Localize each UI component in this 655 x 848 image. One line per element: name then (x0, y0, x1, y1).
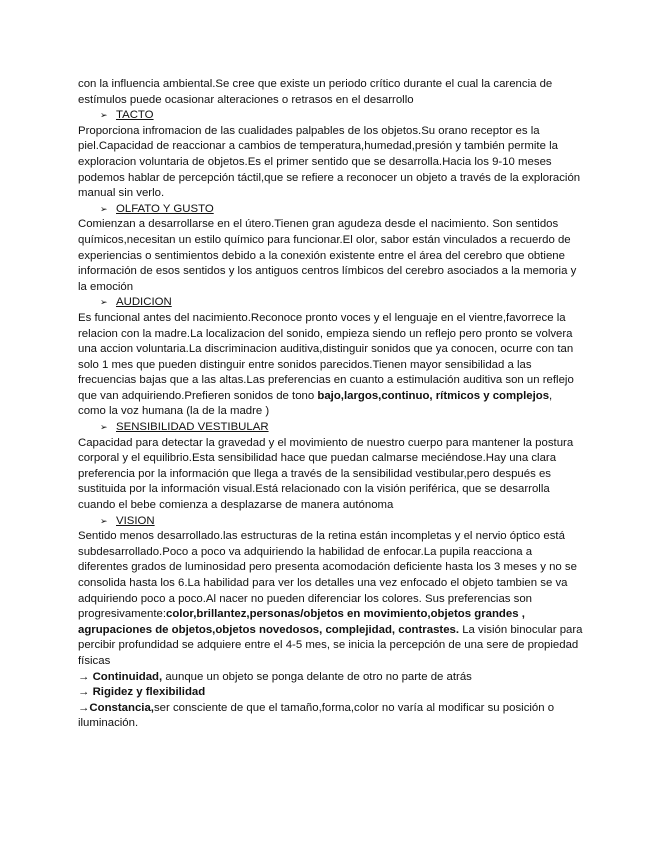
intro-paragraph: con la influencia ambiental.Se cree que existe un periodo crítico durante el cual la carencia de estímulos puede ocasionar alteraciones o retrasos en el desarrollo (78, 78, 553, 106)
property-desc: ser consciente de que el tamaño,forma,color no varía al modificar su posición o iluminación. (78, 701, 555, 730)
heading-text: TACTO (116, 109, 154, 122)
vision-body-text: Sentido menos desarrollado.las estructuras de la retina están incompletas y el nervio óptico está subdesarrollado.Poco a poco va adquiriendo la habilidad de enfocar.La pupila reacciona a diferentes grados de luminosidad pero presenta acomodación deficiente hasta los 3 meses y no se consolida hasta los 6.La habilidad para ver los detalles una vez enfocado el objeto tambien se va adquiriendo poco a poco.Al nacer no pueden diferenciar los colores. Sus preferencias son progresivamente: (78, 530, 577, 621)
bullet-arrow-icon: ➢ (100, 515, 108, 526)
heading-text: OLFATO Y GUSTO (116, 202, 214, 215)
audicion-paragraph (78, 311, 583, 420)
vision-end-text: La visión binocular para percibir profundidad se adquiere entre el 4-5 mes, se inicia la percepción de una sere de propiedad físicas (78, 623, 583, 667)
heading-text: AUDICION (116, 296, 172, 309)
section-heading-vision (78, 514, 583, 530)
section-heading-vestibular (78, 420, 583, 436)
vision-bold-text: color,brillantez,personas/objetos en movimiento,objetos grandes , agrupaciones de objetos,objetos novedosos, complejidad, contrastes. (78, 608, 525, 636)
audicion-end-text: , como la voz humana (la de la madre ) (78, 389, 553, 418)
document-page (78, 77, 583, 732)
bullet-arrow-icon: ➢ (100, 203, 108, 214)
property-line-constancia (78, 701, 583, 732)
olfato-paragraph: Comienzan a desarrollarse en el útero.Tienen gran agudeza desde el nacimiento. Son sentidos químicos,necesitan un estilo químico para funcionar.El olor, sabor están vinculados a recuerdo de experiencias o sentimientos debido a la conexión existente entre el área del cerebro que obtiene información de esos sentidos y los antiguos centros límbicos del cerebro asociados a la memoria y la emoción (78, 218, 577, 293)
right-arrow-icon: → (78, 686, 90, 699)
section-heading-olfato-gusto (78, 202, 583, 218)
right-arrow-icon: → (78, 670, 90, 683)
heading-text: SENSIBILIDAD VESTIBULAR (116, 421, 269, 434)
property-term: Continuidad, (92, 670, 163, 683)
bullet-arrow-icon: ➢ (100, 110, 108, 121)
bullet-arrow-icon: ➢ (100, 297, 108, 308)
property-desc: aunque un objeto se ponga delante de otro no parte de atrás (162, 670, 472, 683)
audicion-body-text: Es funcional antes del nacimiento.Reconoce pronto voces y el lenguaje en el vientre,favorrece la relacion con la madre.La localizacion del sonido, empieza siendo un reflejo pero pronto se volvera una accion voluntaria.La discriminacion auditiva,distinguir sonidos que ya conocen, ocurre con tan solo 1 mes que pueden distinguir entre sonidos parecidos.Tienen mayor sensibilidad a las frecuencias bajas que a las altas.Las preferencias en cuanto a estimulación auditiva son un reflejo que van adquiriendo.Prefieren sonidos de tono (78, 311, 574, 402)
vestibular-paragraph: Capacidad para detectar la gravedad y el movimiento de nuestro cuerpo para mantener la postura corporal y el equilibrio.Esta sensibilidad hace que puedan calmarse meciéndose.Hay una clara preferencia por la información que llega a través de la sensibilidad vestibular,pero después es sustituida por la información visual.Está relacionado con la visión periférica, que se desarrolla cuando el bebe comienza a desplazarse de manera autónoma (78, 436, 574, 512)
heading-text: VISION (116, 514, 155, 527)
bullet-arrow-icon: ➢ (100, 422, 108, 433)
right-arrow-icon: → (78, 701, 90, 714)
section-heading-audicion (78, 295, 583, 311)
property-line-continuidad (78, 670, 583, 686)
property-term: Rigidez y flexibilidad (92, 686, 206, 699)
property-term: Constancia, (89, 701, 154, 714)
audicion-bold-text: bajo,largos,continuo, rítmicos y complejos (317, 389, 550, 402)
property-line-rigidez (78, 685, 583, 701)
section-heading-tacto (78, 108, 583, 124)
vision-paragraph (78, 529, 583, 669)
tacto-paragraph: Proporciona infromacion de las cualidades palpables de los objetos.Su orano receptor es la piel.Capacidad de reaccionar a cambios de temperatura,humedad,presión y también permite la exploracion voluntaria de objetos.Es el primer sentido que se desarrolla.Hacia los 9-10 meses podemos hablar de percepción táctil,que se refiere a reconocer un objeto a través de la exploración manual sin verlo. (78, 124, 581, 200)
